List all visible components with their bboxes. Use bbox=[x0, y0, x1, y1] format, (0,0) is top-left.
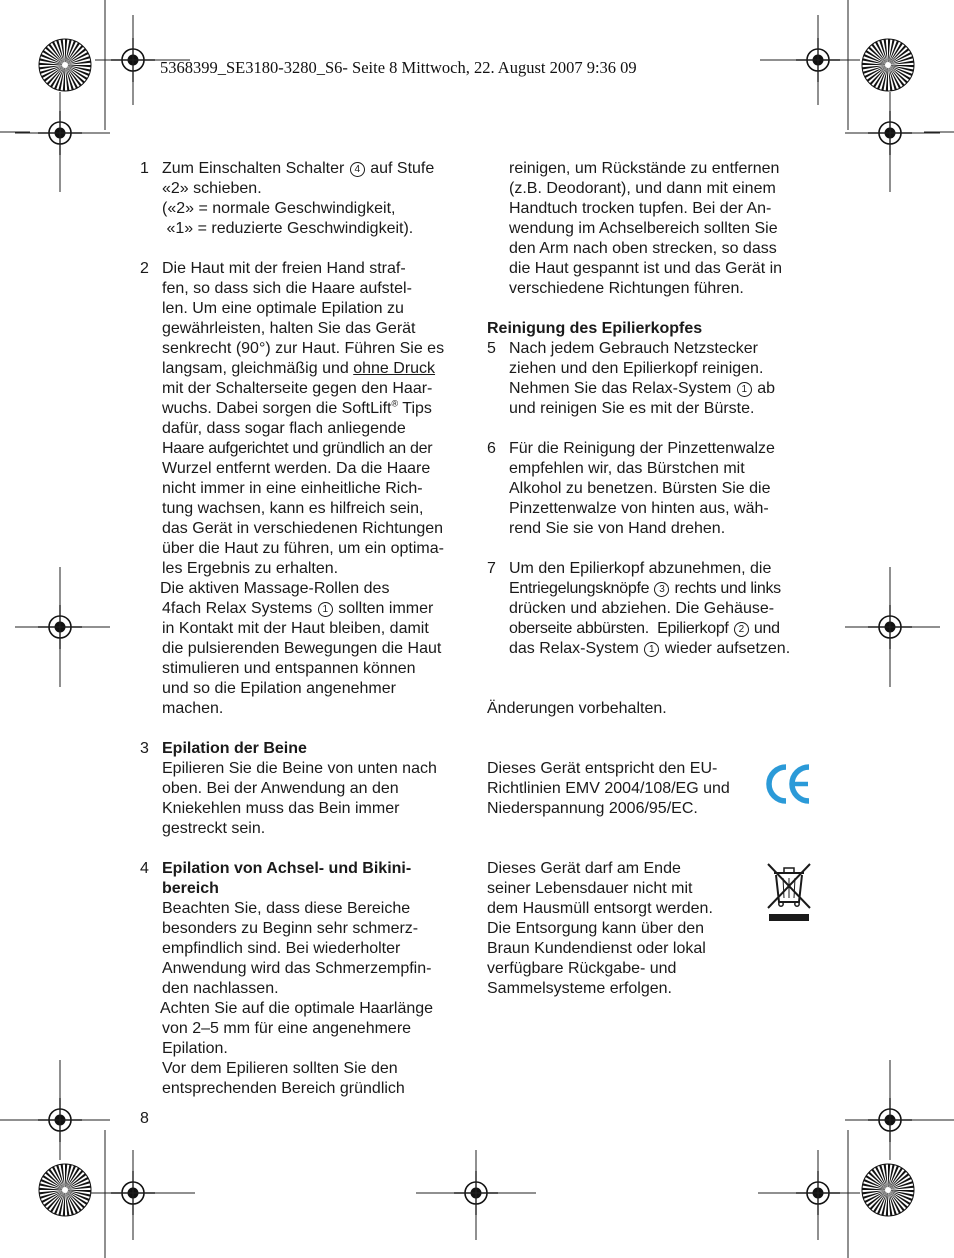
ce-mark-icon bbox=[764, 761, 814, 807]
circled-number-icon: 4 bbox=[350, 162, 365, 177]
section-heading: Reinigung des Epilierkopfes bbox=[487, 320, 703, 337]
registration-mark-icon bbox=[38, 1098, 82, 1142]
circled-number-icon: 3 bbox=[654, 582, 669, 597]
circled-number-icon: 1 bbox=[644, 642, 659, 657]
step-2: 2 Die Haut mit der freien Hand straf- fen, so dass sich die Haare aufstel- len. Um eine optimale Epilation zu gewährleisten, halten Sie das Gerät senkrecht (90°) zur Haut. Führen Sie es langsam, gleichmäßig und ohne Druck mit der Schalterseite gegen den Haar- wuchs. Dabei sorgen die SoftLift® Tips dafür, dass sogar flach anliegende Haare aufgerichtet und gründlich an der Wurzel entfernt werden. Da die Haare nicht immer in eine einheitliche Rich- tung wachsen, kann es hilfreich sein, das Gerät in verschiedenen Richtungen über die Haut zu führen, um ein optima- les Ergebnis zu erhalten. Die aktiven Massage-Rollen des 4fach Relax Systems 1 sollten immer in Kontakt mit der Haut bleiben, damit die pulsierenden Bewegungen die Haut stimulieren und entspannen können und so die Epilation angenehmer machen. bbox=[140, 260, 445, 717]
step-7: 7 Um den Epilierkopf abzunehmen, die Entriegelungsknöpfe 3 rechts und links drücken und abziehen. Die Gehäuse- oberseite abbürsten. Epilierkopf 2 und das Relax-System 1 wieder aufsetzen. bbox=[487, 560, 791, 657]
crossed-out-bin-icon bbox=[766, 862, 812, 926]
printer-rosette-icon bbox=[39, 1164, 91, 1216]
changes-note: Änderungen vorbehalten. bbox=[487, 700, 667, 717]
registration-mark-icon bbox=[454, 1171, 498, 1215]
step-number: 5 bbox=[487, 340, 496, 357]
printer-rosette-icon bbox=[862, 39, 914, 91]
step-6: 6 Für die Reinigung der Pinzettenwalze empfehlen wir, das Bürstchen mit Alkohol zu benetzen. Bürsten Sie die Pinzettenwalze von hinten aus, wäh- rend Sie sie von Hand drehen. bbox=[487, 440, 775, 537]
step-4-continued: reinigen, um Rückstände zu entfernen (z.B. Deodorant), und dann mit einem Handtuch trocken tupfen. Bei der An- wendung im Achselbereich sollten Sie den Arm nach oben strecken, so dass die Haut gespannt ist und das Gerät in verschiedene Richtungen führen. bbox=[509, 160, 783, 297]
left-column bbox=[140, 159, 470, 1099]
printer-rosette-icon bbox=[39, 39, 91, 91]
printer-rosette-icon bbox=[862, 1164, 914, 1216]
step-number: 6 bbox=[487, 440, 496, 457]
disposal-note: Dieses Gerät darf am Ende seiner Lebensdauer nicht mit dem Hausmüll entsorgt werden. Die Entsorgung kann über den Braun Kundendienst oder lokal verfügbare Rückgabe- und Sammelsysteme erfolgen. bbox=[487, 860, 713, 997]
step-5: 5 Nach jedem Gebrauch Netzstecker ziehen und den Epilierkopf reinigen. Nehmen Sie das Relax-System 1 ab und reinigen Sie es mit der Bürste. bbox=[487, 340, 776, 417]
step-number: 3 bbox=[140, 740, 149, 757]
registration-mark-icon bbox=[868, 111, 912, 155]
registration-mark-icon bbox=[868, 605, 912, 649]
registered-mark: ® bbox=[391, 398, 399, 409]
underlined-text: ohne Druck bbox=[353, 360, 436, 377]
registration-mark-icon bbox=[111, 1171, 155, 1215]
registration-mark-icon bbox=[796, 38, 840, 82]
step-number: 7 bbox=[487, 560, 496, 577]
section-title: Epilation der Beine bbox=[162, 740, 307, 757]
circled-number-icon: 1 bbox=[318, 602, 333, 617]
registration-mark-icon bbox=[111, 38, 155, 82]
step-1: 1 Zum Einschalten Schalter 4 auf Stufe «2» schieben. («2» = normale Geschwindigkeit, «1» = reduzierte Geschwindigkeit). bbox=[140, 160, 435, 237]
registration-mark-icon bbox=[868, 1098, 912, 1142]
print-header: 5368399_SE3180-3280_S6- Seite 8 Mittwoch, 22. August 2007 9:36 09 bbox=[160, 58, 637, 77]
step-3: 3 Epilation der Beine Epilieren Sie die Beine von unten nach oben. Bei der Anwendung an den Kniekehlen muss das Bein immer gestreckt sein. bbox=[140, 739, 470, 839]
step-number: 1 bbox=[140, 160, 149, 177]
circled-number-icon: 2 bbox=[734, 622, 749, 637]
ce-declaration: Dieses Gerät entspricht den EU- Richtlinien EMV 2004/108/EG und Niederspannung 2006/95/EC. bbox=[487, 760, 730, 817]
page-number: 8 bbox=[140, 1110, 149, 1127]
registration-mark-icon bbox=[38, 111, 82, 155]
circled-number-icon: 1 bbox=[737, 382, 752, 397]
registration-mark-icon bbox=[38, 605, 82, 649]
step-number: 2 bbox=[140, 260, 149, 277]
step-number: 4 bbox=[140, 860, 149, 877]
section-title: Epilation von Achsel- und Bikini- bbox=[162, 860, 412, 877]
step-4: 4 Epilation von Achsel- und Bikini- bereich Beachten Sie, dass diese Bereiche besonders zu Beginn sehr schmerz- empfindlich sind. Bei wiederholter Anwendung wird das Schmerzempfin- den nachlassen. Achten Sie auf die optimale Haarlänge von 2–5 mm für eine angenehmere Epilation. Vor dem Epilieren sollten Sie den entsprechenden Bereich gründlich bbox=[140, 859, 470, 1099]
registration-mark-icon bbox=[796, 1171, 840, 1215]
